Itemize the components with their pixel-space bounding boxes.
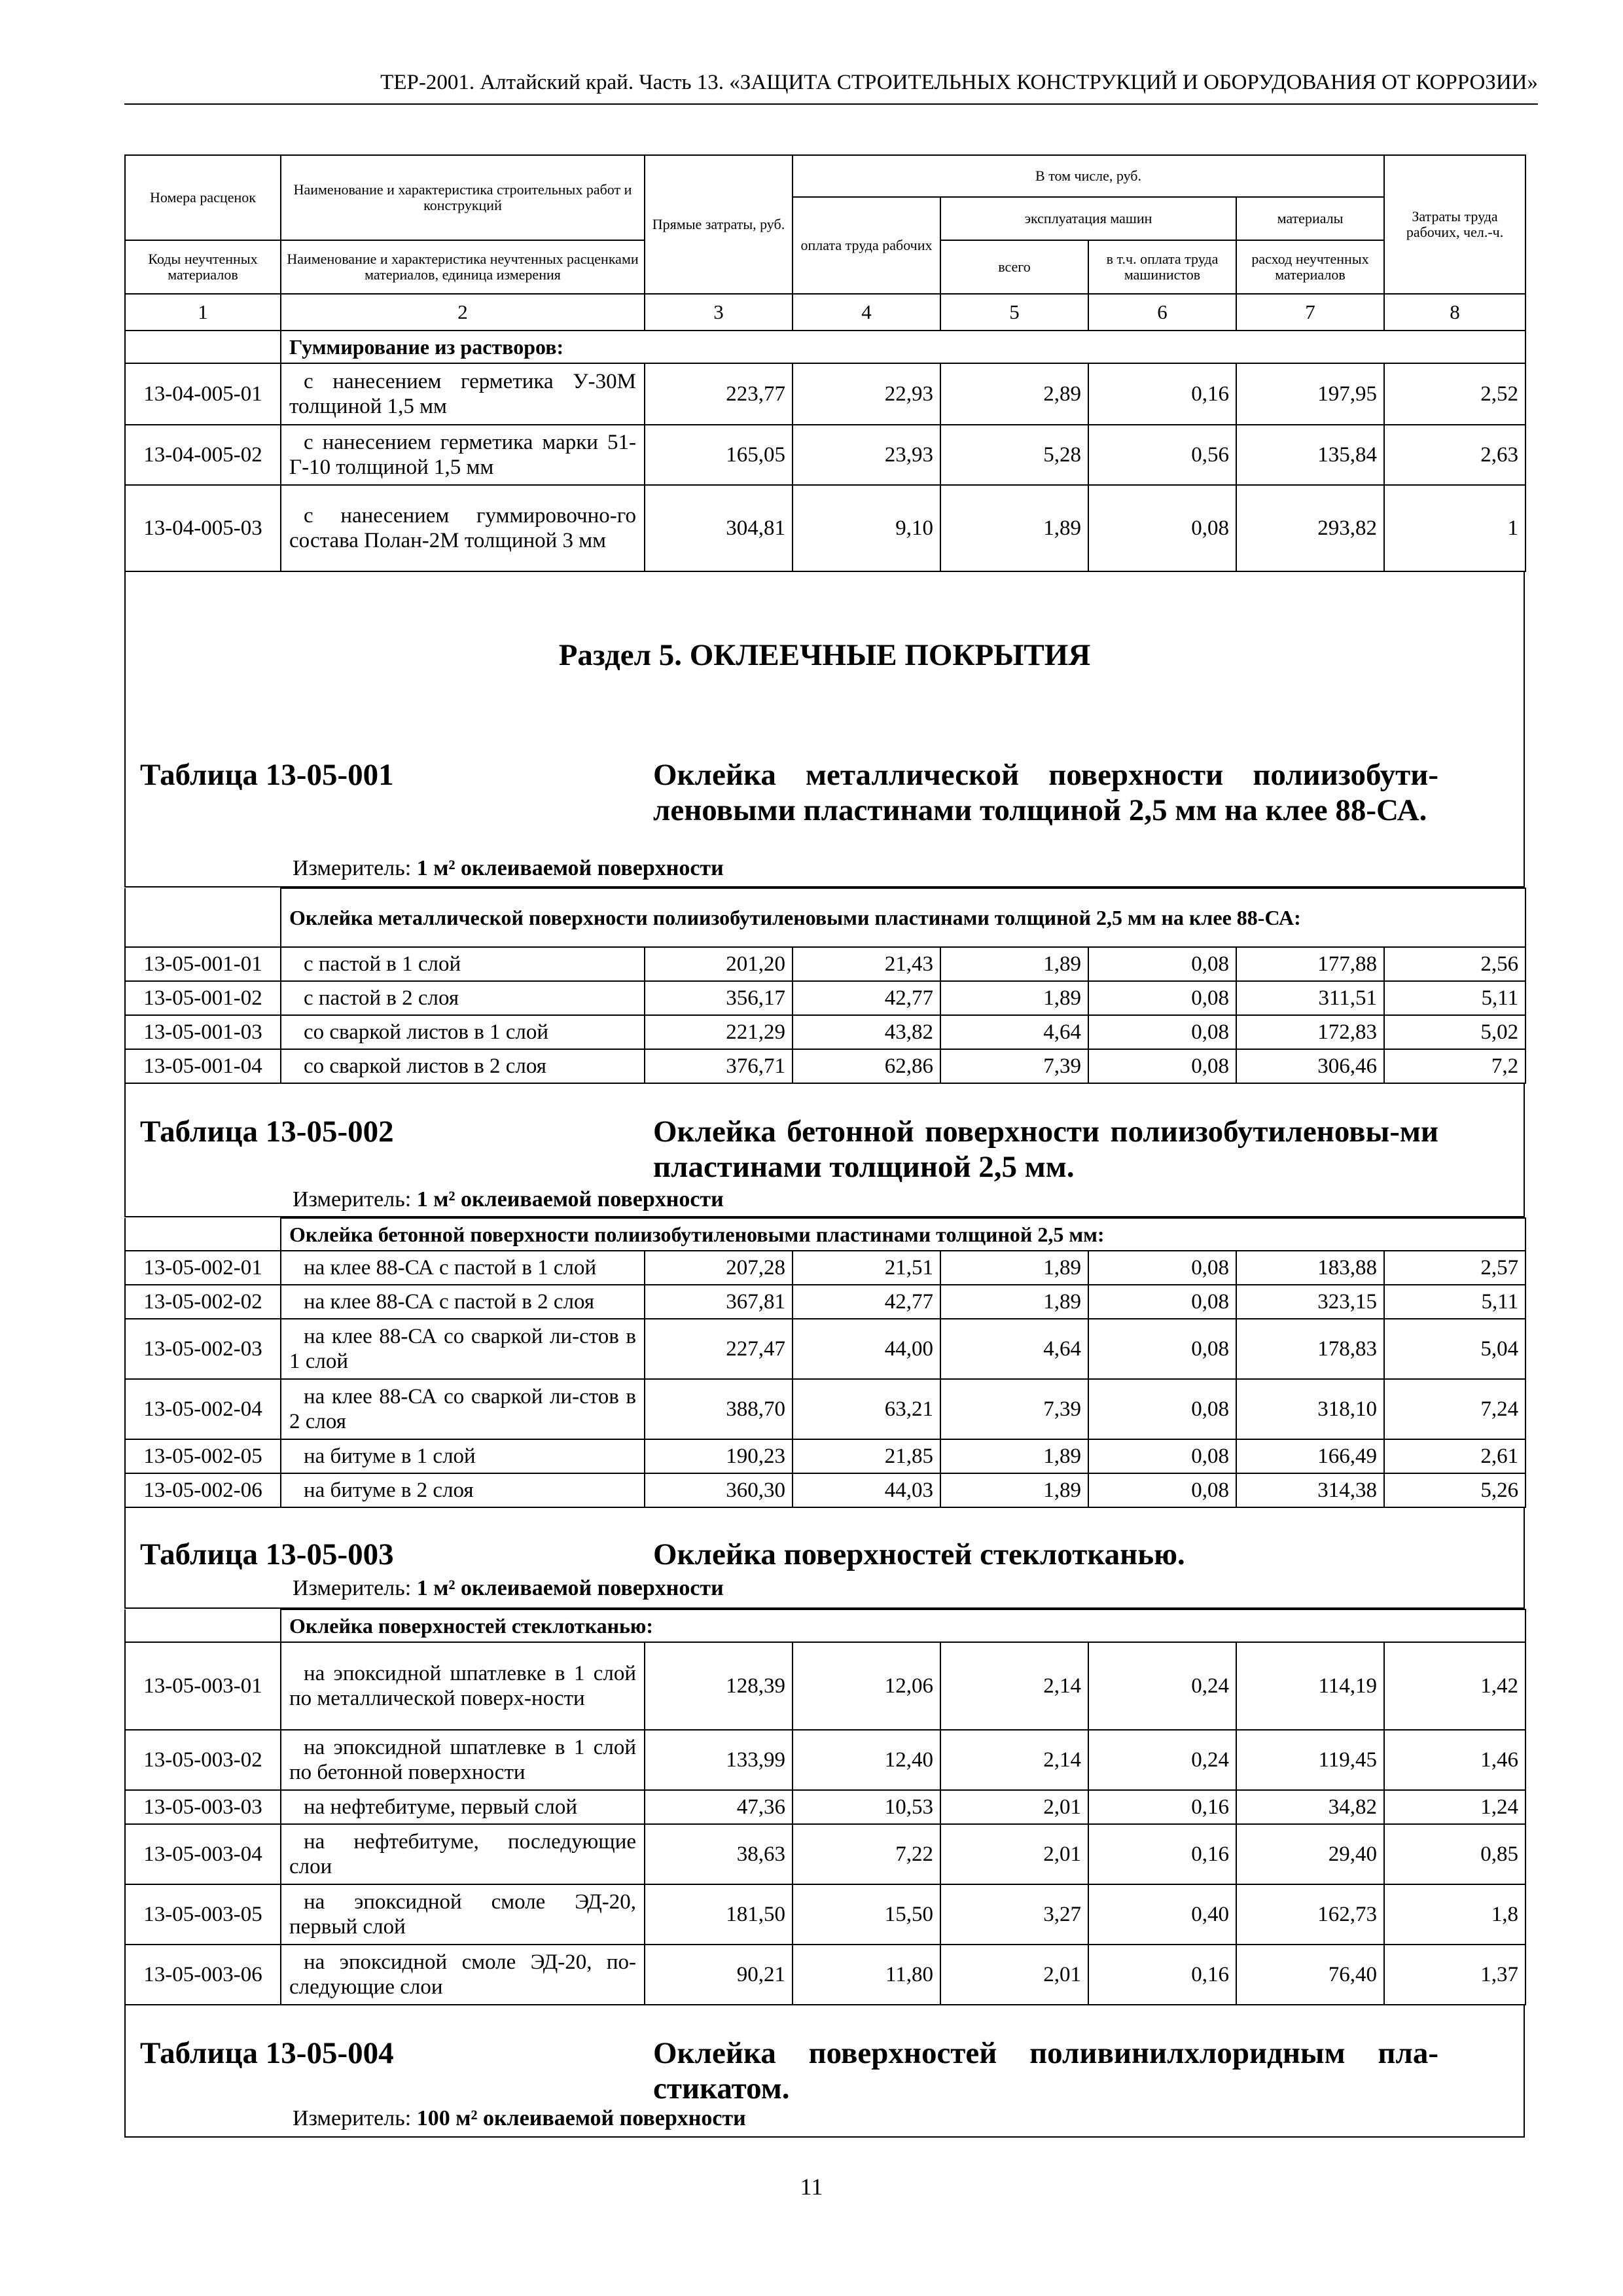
labor: 7,2 xyxy=(1384,1049,1525,1083)
page-header: ТЕР-2001. Алтайский край. Часть 13. «ЗАЩИТА СТРОИТЕЛЬНЫХ КОНСТРУКЦИЙ И ОБОРУДОВАНИЯ ОТ КОРРОЗИИ» xyxy=(380,71,1538,94)
worker-pay: 9,10 xyxy=(793,485,940,571)
rate-name: на эпоксидной шпатлевке в 1 слой по бетонной поверхности xyxy=(281,1730,645,1790)
table-title: Оклейка поверхностей стеклотканью. xyxy=(653,1537,1185,1571)
column-number: 7 xyxy=(1236,294,1384,331)
materials: 314,38 xyxy=(1236,1473,1384,1507)
operator-pay: 0,16 xyxy=(1088,363,1236,425)
machines-total: 1,89 xyxy=(940,485,1088,571)
rate-code: 13-05-002-02 xyxy=(125,1285,281,1319)
operator-pay: 0,08 xyxy=(1088,1251,1236,1285)
direct-costs: 376,71 xyxy=(645,1049,793,1083)
rate-code: 13-05-002-01 xyxy=(125,1251,281,1285)
operator-pay: 0,24 xyxy=(1088,1730,1236,1790)
operator-pay: 0,16 xyxy=(1088,1790,1236,1824)
header-cell-material-codes: Коды неучтенных материалов xyxy=(125,240,281,294)
rate-code: 13-05-001-02 xyxy=(125,981,281,1015)
rate-name: на клее 88-СА со сваркой ли-стов в 1 слой xyxy=(281,1319,645,1379)
direct-costs: 221,29 xyxy=(645,1015,793,1049)
table-row xyxy=(125,1379,1525,1439)
column-number: 2 xyxy=(281,294,645,331)
labor: 2,52 xyxy=(1384,363,1525,425)
rate-name: на нефтебитуме, первый слой xyxy=(281,1790,645,1824)
rate-code: 13-05-001-01 xyxy=(125,947,281,981)
table-title: Оклейка поверхностей поливинилхлоридным пла-стикатом. xyxy=(653,2036,1438,2106)
rate-name: на эпоксидной шпатлевке в 1 слой по металлической поверх-ности xyxy=(281,1642,645,1730)
unit-value: 1 м² оклеиваемой поверхности xyxy=(416,1187,724,1211)
labor: 5,26 xyxy=(1384,1473,1525,1507)
rate-code: 13-05-002-05 xyxy=(125,1439,281,1473)
labor: 1,46 xyxy=(1384,1730,1525,1790)
table-label: Таблица 13-05-001 xyxy=(140,758,394,792)
worker-pay: 43,82 xyxy=(793,1015,940,1049)
labor: 2,57 xyxy=(1384,1251,1525,1285)
worker-pay: 21,43 xyxy=(793,947,940,981)
materials: 323,15 xyxy=(1236,1285,1384,1319)
rate-code: 13-04-005-03 xyxy=(125,485,281,571)
table-row xyxy=(125,1473,1525,1507)
materials: 162,73 xyxy=(1236,1884,1384,1945)
materials: 114,19 xyxy=(1236,1642,1384,1730)
labor: 2,56 xyxy=(1384,947,1525,981)
direct-costs: 388,70 xyxy=(645,1379,793,1439)
table-row xyxy=(125,1251,1525,1285)
machines-total: 7,39 xyxy=(940,1049,1088,1083)
machines-total: 2,01 xyxy=(940,1824,1088,1884)
group-title: Оклейка металлической поверхности полиизобутиленовыми пластинами толщиной 2,5 мм на клее 88-СА: xyxy=(281,888,1525,947)
direct-costs: 201,20 xyxy=(645,947,793,981)
table-row xyxy=(125,1439,1525,1473)
worker-pay: 10,53 xyxy=(793,1790,940,1824)
worker-pay: 12,40 xyxy=(793,1730,940,1790)
rate-name: со сваркой листов в 1 слой xyxy=(281,1015,645,1049)
machines-total: 2,01 xyxy=(940,1945,1088,2005)
machines-total: 4,64 xyxy=(940,1319,1088,1379)
labor: 1,8 xyxy=(1384,1884,1525,1945)
header-cell-operator-pay: в т.ч. оплата труда машинистов xyxy=(1088,240,1236,294)
worker-pay: 63,21 xyxy=(793,1379,940,1439)
direct-costs: 304,81 xyxy=(645,485,793,571)
operator-pay: 0,08 xyxy=(1088,1285,1236,1319)
rate-name: на эпоксидной смоле ЭД-20, первый слой xyxy=(281,1884,645,1945)
rate-name: на эпоксидной смоле ЭД-20, по-следующие слои xyxy=(281,1945,645,2005)
column-header-table xyxy=(124,154,1526,572)
table-row xyxy=(125,1049,1525,1083)
operator-pay: 0,56 xyxy=(1088,425,1236,485)
operator-pay: 0,08 xyxy=(1088,1439,1236,1473)
labor: 1,42 xyxy=(1384,1642,1525,1730)
materials: 172,83 xyxy=(1236,1015,1384,1049)
header-cell-machines-total: всего xyxy=(940,240,1088,294)
labor: 0,85 xyxy=(1384,1824,1525,1884)
unit-prefix: Измеритель: xyxy=(293,2106,412,2130)
machines-total: 1,89 xyxy=(940,1439,1088,1473)
table-row xyxy=(125,1730,1525,1790)
labor: 5,11 xyxy=(1384,981,1525,1015)
direct-costs: 227,47 xyxy=(645,1319,793,1379)
rate-name: с нанесением гуммировочно-го состава Полан-2М толщиной 3 мм xyxy=(281,485,645,571)
unit-value: 1 м² оклеиваемой поверхности xyxy=(416,856,724,880)
worker-pay: 12,06 xyxy=(793,1642,940,1730)
document-body xyxy=(124,154,1525,2138)
materials: 183,88 xyxy=(1236,1251,1384,1285)
operator-pay: 0,16 xyxy=(1088,1824,1236,1884)
table-row xyxy=(125,1884,1525,1945)
materials: 293,82 xyxy=(1236,485,1384,571)
materials: 76,40 xyxy=(1236,1945,1384,2005)
header-rule xyxy=(124,103,1538,105)
unit-line xyxy=(293,1189,724,1211)
materials: 119,45 xyxy=(1236,1730,1384,1790)
machines-total: 1,89 xyxy=(940,1285,1088,1319)
labor: 7,24 xyxy=(1384,1379,1525,1439)
rate-name: с нанесением герметика марки 51-Г-10 толщиной 1,5 мм xyxy=(281,425,645,485)
rate-name: на битуме в 2 слоя xyxy=(281,1473,645,1507)
labor: 5,11 xyxy=(1384,1285,1525,1319)
materials: 177,88 xyxy=(1236,947,1384,981)
table-title: Оклейка металлической поверхности полиизобути-леновыми пластинами толщиной 2,5 мм на клее 88-СА. xyxy=(653,758,1438,828)
operator-pay: 0,08 xyxy=(1088,1379,1236,1439)
group-title: Гуммирование из растворов: xyxy=(281,331,1525,363)
table-row xyxy=(125,1319,1525,1379)
group-title: Оклейка бетонной поверхности полиизобутиленовыми пластинами толщиной 2,5 мм: xyxy=(281,1218,1525,1251)
machines-total: 7,39 xyxy=(940,1379,1088,1439)
header-cell-including: В том числе, руб. xyxy=(793,155,1384,197)
header-cell-direct-costs: Прямые затраты, руб. xyxy=(645,155,793,294)
direct-costs: 190,23 xyxy=(645,1439,793,1473)
section-block xyxy=(124,572,1525,888)
rate-name: с нанесением герметика У-30М толщиной 1,5 мм xyxy=(281,363,645,425)
table-row xyxy=(125,1015,1525,1049)
operator-pay: 0,08 xyxy=(1088,981,1236,1015)
machines-total: 1,89 xyxy=(940,947,1088,981)
machines-total: 5,28 xyxy=(940,425,1088,485)
group-title: Оклейка поверхностей стеклотканью: xyxy=(281,1609,1525,1642)
operator-pay: 0,40 xyxy=(1088,1884,1236,1945)
rates-table-13-05-001 xyxy=(124,888,1526,1084)
operator-pay: 0,08 xyxy=(1088,485,1236,571)
operator-pay: 0,08 xyxy=(1088,1473,1236,1507)
table-row xyxy=(125,947,1525,981)
unit-prefix: Измеритель: xyxy=(293,1187,412,1211)
header-cell-code: Номера расценок xyxy=(125,155,281,240)
worker-pay: 62,86 xyxy=(793,1049,940,1083)
rate-code: 13-05-001-04 xyxy=(125,1049,281,1083)
column-number: 8 xyxy=(1384,294,1525,331)
direct-costs: 181,50 xyxy=(645,1884,793,1945)
unit-value: 1 м² оклеиваемой поверхности xyxy=(416,1576,724,1600)
materials: 311,51 xyxy=(1236,981,1384,1015)
table-label: Таблица 13-05-002 xyxy=(140,1115,394,1149)
section-title: Раздел 5. ОКЛЕЕЧНЫЕ ПОКРЫТИЯ xyxy=(558,638,1091,672)
operator-pay: 0,08 xyxy=(1088,1049,1236,1083)
page-number: 11 xyxy=(800,2174,823,2200)
rate-code: 13-05-002-06 xyxy=(125,1473,281,1507)
rate-code: 13-05-003-05 xyxy=(125,1884,281,1945)
labor: 2,61 xyxy=(1384,1439,1525,1473)
machines-total: 1,89 xyxy=(940,981,1088,1015)
table-header-block xyxy=(124,1508,1525,1609)
worker-pay: 15,50 xyxy=(793,1884,940,1945)
worker-pay: 44,03 xyxy=(793,1473,940,1507)
direct-costs: 133,99 xyxy=(645,1730,793,1790)
table-header-block xyxy=(124,1084,1525,1217)
worker-pay: 23,93 xyxy=(793,425,940,485)
rate-code: 13-05-003-02 xyxy=(125,1730,281,1790)
column-number: 6 xyxy=(1088,294,1236,331)
labor: 1,24 xyxy=(1384,1790,1525,1824)
table-row xyxy=(125,1790,1525,1824)
machines-total: 2,89 xyxy=(940,363,1088,425)
worker-pay: 44,00 xyxy=(793,1319,940,1379)
worker-pay: 11,80 xyxy=(793,1945,940,2005)
operator-pay: 0,08 xyxy=(1088,947,1236,981)
materials: 318,10 xyxy=(1236,1379,1384,1439)
operator-pay: 0,16 xyxy=(1088,1945,1236,2005)
labor: 2,63 xyxy=(1384,425,1525,485)
unit-prefix: Измеритель: xyxy=(293,1576,412,1600)
table-row xyxy=(125,485,1525,571)
header-cell-material-usage: расход неучтенных материалов xyxy=(1236,240,1384,294)
table-label: Таблица 13-05-003 xyxy=(140,1537,394,1571)
rate-name: на клее 88-СА со сваркой ли-стов в 2 слоя xyxy=(281,1379,645,1439)
direct-costs: 367,81 xyxy=(645,1285,793,1319)
direct-costs: 47,36 xyxy=(645,1790,793,1824)
unit-line xyxy=(293,1577,724,1600)
worker-pay: 42,77 xyxy=(793,1285,940,1319)
header-cell-name: Наименование и характеристика строительных работ и конструкций xyxy=(281,155,645,240)
rate-name: с пастой в 2 слоя xyxy=(281,981,645,1015)
rate-name: на клее 88-СА с пастой в 1 слой xyxy=(281,1251,645,1285)
direct-costs: 223,77 xyxy=(645,363,793,425)
table-row xyxy=(125,981,1525,1015)
direct-costs: 165,05 xyxy=(645,425,793,485)
rate-name: с пастой в 1 слой xyxy=(281,947,645,981)
direct-costs: 128,39 xyxy=(645,1642,793,1730)
table-row xyxy=(125,1824,1525,1884)
labor: 5,02 xyxy=(1384,1015,1525,1049)
materials: 29,40 xyxy=(1236,1824,1384,1884)
labor: 1,37 xyxy=(1384,1945,1525,2005)
table-title: Оклейка бетонной поверхности полиизобутиленовы-ми пластинами толщиной 2,5 мм. xyxy=(653,1115,1438,1185)
rates-table-13-05-003 xyxy=(124,1609,1526,2005)
operator-pay: 0,08 xyxy=(1088,1319,1236,1379)
worker-pay: 7,22 xyxy=(793,1824,940,1884)
operator-pay: 0,24 xyxy=(1088,1642,1236,1730)
direct-costs: 38,63 xyxy=(645,1824,793,1884)
table-row xyxy=(125,1642,1525,1730)
labor: 5,04 xyxy=(1384,1319,1525,1379)
rate-code: 13-05-003-04 xyxy=(125,1824,281,1884)
rate-name: на нефтебитуме, последующие слои xyxy=(281,1824,645,1884)
table-row xyxy=(125,425,1525,485)
rate-code: 13-04-005-01 xyxy=(125,363,281,425)
operator-pay: 0,08 xyxy=(1088,1015,1236,1049)
materials: 306,46 xyxy=(1236,1049,1384,1083)
materials: 178,83 xyxy=(1236,1319,1384,1379)
table-row xyxy=(125,1285,1525,1319)
machines-total: 2,14 xyxy=(940,1730,1088,1790)
direct-costs: 356,17 xyxy=(645,981,793,1015)
unit-line xyxy=(293,857,724,880)
header-cell-worker-pay: оплата труда рабочих xyxy=(793,197,940,294)
rate-code: 13-05-003-06 xyxy=(125,1945,281,2005)
unit-value: 100 м² оклеиваемой поверхности xyxy=(416,2106,746,2130)
unit-line xyxy=(293,2108,746,2130)
column-number: 1 xyxy=(125,294,281,331)
worker-pay: 21,51 xyxy=(793,1251,940,1285)
machines-total: 2,14 xyxy=(940,1642,1088,1730)
header-cell-material-names: Наименование и характеристика неучтенных расценками материалов, единица измерения xyxy=(281,240,645,294)
labor: 1 xyxy=(1384,485,1525,571)
direct-costs: 207,28 xyxy=(645,1251,793,1285)
column-number: 4 xyxy=(793,294,940,331)
materials: 34,82 xyxy=(1236,1790,1384,1824)
rate-code: 13-05-001-03 xyxy=(125,1015,281,1049)
table-row xyxy=(125,363,1525,425)
table-header-block xyxy=(124,2005,1525,2138)
table-row xyxy=(125,1945,1525,2005)
direct-costs: 90,21 xyxy=(645,1945,793,2005)
machines-total: 1,89 xyxy=(940,1251,1088,1285)
header-cell-materials: материалы xyxy=(1236,197,1384,240)
column-number: 3 xyxy=(645,294,793,331)
header-cell-labor: Затраты труда рабочих, чел.-ч. xyxy=(1384,155,1525,294)
materials: 166,49 xyxy=(1236,1439,1384,1473)
header-cell-machines: эксплуатация машин xyxy=(940,197,1236,240)
rate-name: на клее 88-СА с пастой в 2 слоя xyxy=(281,1285,645,1319)
rate-name: со сваркой листов в 2 слоя xyxy=(281,1049,645,1083)
worker-pay: 22,93 xyxy=(793,363,940,425)
table-label: Таблица 13-05-004 xyxy=(140,2036,394,2070)
machines-total: 4,64 xyxy=(940,1015,1088,1049)
column-number: 5 xyxy=(940,294,1088,331)
worker-pay: 42,77 xyxy=(793,981,940,1015)
materials: 197,95 xyxy=(1236,363,1384,425)
worker-pay: 21,85 xyxy=(793,1439,940,1473)
machines-total: 3,27 xyxy=(940,1884,1088,1945)
rate-name: на битуме в 1 слой xyxy=(281,1439,645,1473)
machines-total: 1,89 xyxy=(940,1473,1088,1507)
rate-code: 13-04-005-02 xyxy=(125,425,281,485)
direct-costs: 360,30 xyxy=(645,1473,793,1507)
rates-table-13-05-002 xyxy=(124,1217,1526,1508)
unit-prefix: Измеритель: xyxy=(293,856,412,880)
rate-code: 13-05-002-03 xyxy=(125,1319,281,1379)
rate-code: 13-05-003-03 xyxy=(125,1790,281,1824)
rate-code: 13-05-003-01 xyxy=(125,1642,281,1730)
materials: 135,84 xyxy=(1236,425,1384,485)
machines-total: 2,01 xyxy=(940,1790,1088,1824)
rate-code: 13-05-002-04 xyxy=(125,1379,281,1439)
